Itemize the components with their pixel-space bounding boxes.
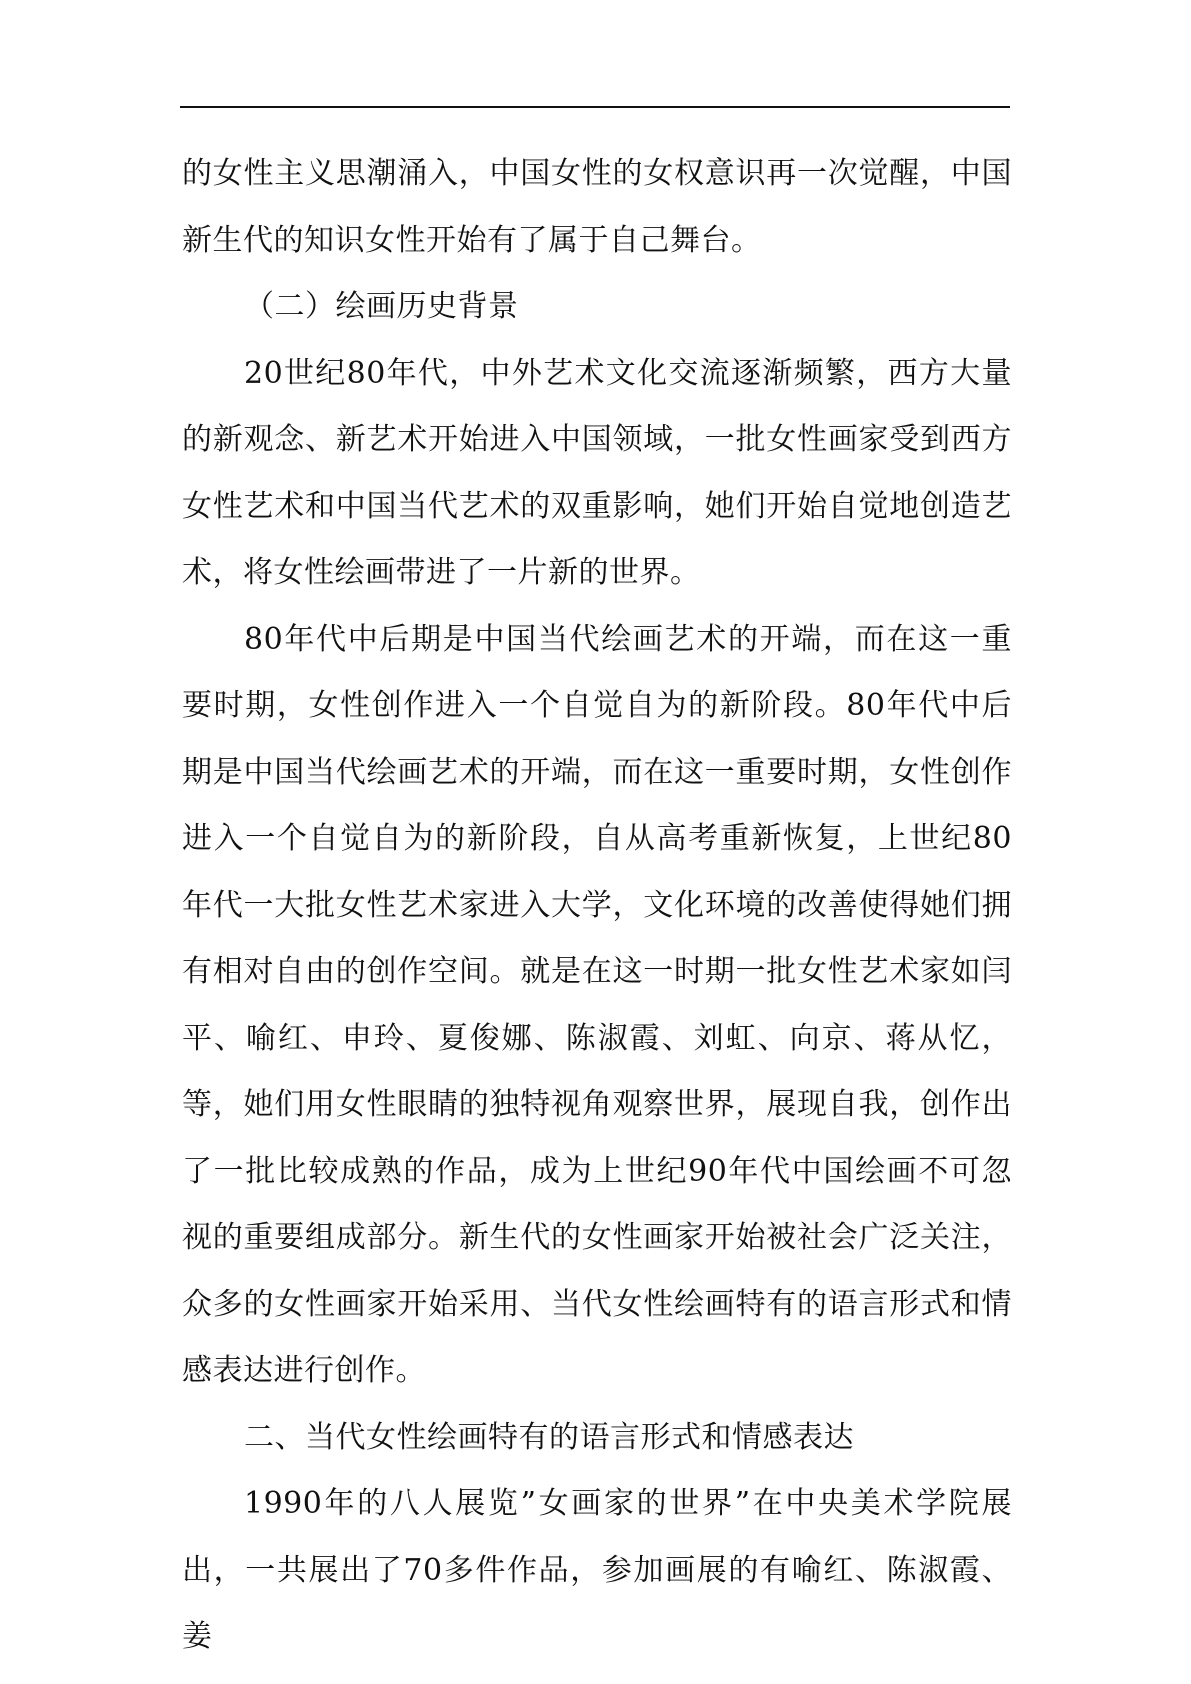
section-heading-painting-history: （二）绘画历史背景 (244, 289, 519, 324)
document-body (182, 141, 1012, 1671)
paragraph-1990-exhibition: 1990年的八人展览”女画家的世界”在中央美术学院展出，一共展出了70多件作品，参加画展的有喻红、陈淑霞、姜 (182, 1486, 1012, 1654)
paragraph-1980s-exchange: 20世纪80年代，中外艺术文化交流逐渐频繁，西方大量的新观念、新艺术开始进入中国领域，一批女性画家受到西方女性艺术和中国当代艺术的双重影响，她们开始自觉地创造艺术，将女性绘画带进了一片新的世界。 (182, 355, 1012, 590)
paragraph-mid-late-80s: 80年代中后期是中国当代绘画艺术的开端，而在这一重要时期，女性创作进入一个自觉自为的新阶段。80年代中后期是中国当代绘画艺术的开端，而在这一重要时期，女性创作进入一个自觉自为的新阶段，自从高考重新恢复，上世纪80年代一大批女性艺术家进入大学，文化环境的改善使得她们拥有相对自由的创作空间。就是在这一时期一批女性艺术家如闫平、喻红、申玲、夏俊娜、陈淑霞、刘虹、向京、蒋从忆，等，她们用女性眼睛的独特视角观察世界，展现自我，创作出了一批比较成熟的作品，成为上世纪90年代中国绘画不可忽视的重要组成部分。新生代的女性画家开始被社会广泛关注，众多的女性画家开始采用、当代女性绘画特有的语言形式和情感表达进行创作。 (182, 621, 1012, 1388)
paragraph-continuation: 的女性主义思潮涌入，中国女性的女权意识再一次觉醒，中国新生代的知识女性开始有了属于自己舞台。 (182, 156, 1012, 258)
header-rule (180, 106, 1010, 108)
section-heading-language-emotion: 二、当代女性绘画特有的语言形式和情感表达 (244, 1419, 854, 1455)
